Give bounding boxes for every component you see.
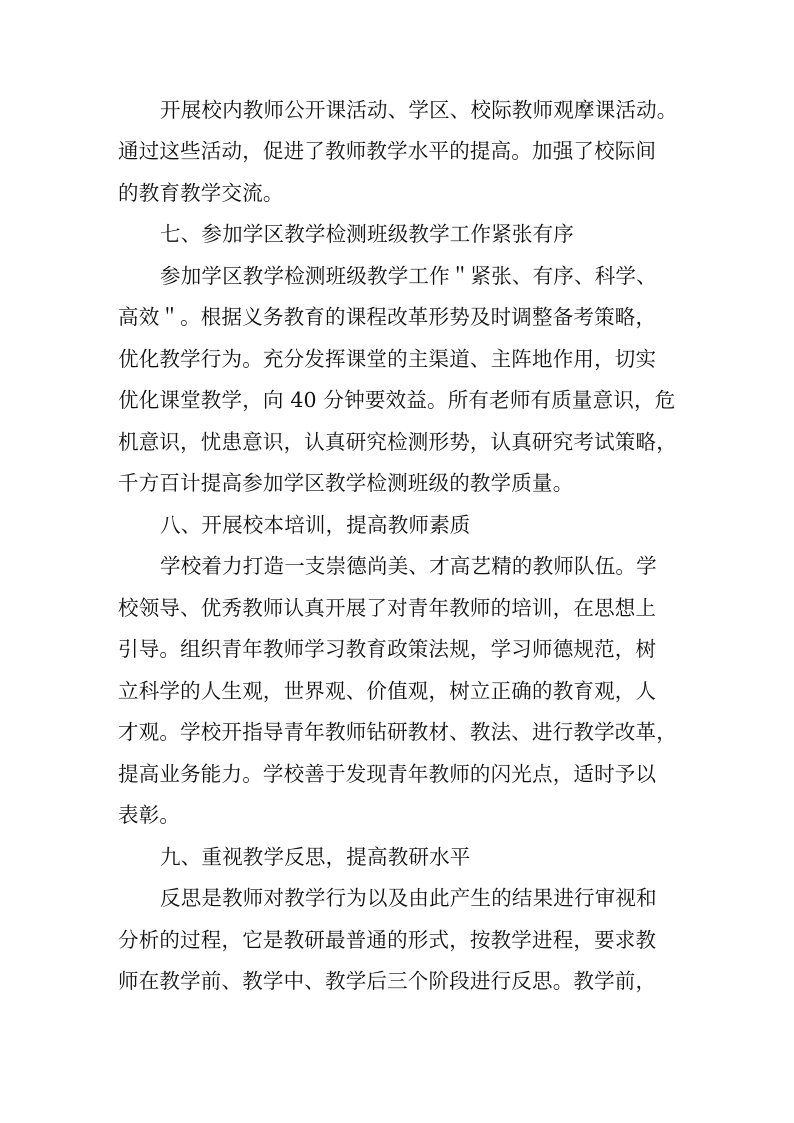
text-line: 优化教学行为。充分发挥课堂的主渠道、主阵地作用，切实: [118, 347, 657, 371]
section-heading: 八、开展校本培训，提高教师素质: [160, 513, 471, 537]
text-line: 校领导、优秀教师认真开展了对青年教师的培训，在思想上: [118, 596, 657, 620]
text-line: 学校着力打造一支崇德尚美、才高艺精的教师队伍。学: [160, 554, 657, 578]
text-line: 的教育教学交流。: [118, 181, 284, 205]
text-line: 反思是教师对教学行为以及由此产生的结果进行审视和: [160, 886, 657, 910]
text-line: 分析的过程，它是教研最普通的形式，按教学进程，要求教: [118, 928, 657, 952]
text-line: 优化课堂教学，向 40 分钟要效益。所有老师有质量意识，危: [118, 388, 676, 412]
text-line: 提高业务能力。学校善于发现青年教师的闪光点，适时予以: [118, 762, 657, 786]
text-line: 通过这些活动，促进了教师教学水平的提高。加强了校际间: [118, 139, 657, 163]
text-line: 千方百计提高参加学区教学检测班级的教学质量。: [118, 471, 574, 495]
text-line: 参加学区教学检测班级教学工作＂紧张、有序、科学、: [160, 264, 657, 288]
text-line: 机意识，忧患意识，认真研究检测形势，认真研究考试策略，: [118, 430, 677, 454]
section-heading: 九、重视教学反思，提高教研水平: [160, 845, 471, 869]
text-line: 高效＂。根据义务教育的课程改革形势及时调整备考策略，: [118, 305, 657, 329]
text-line: 引导。组织青年教师学习教育政策法规，学习师德规范，树: [118, 637, 657, 661]
section-heading: 七、参加学区教学检测班级教学工作紧张有序: [160, 222, 574, 246]
text-line: 才观。学校开指导青年教师钻研教材、教法、进行教学改革，: [118, 720, 677, 744]
text-line: 开展校内教师公开课活动、学区、校际教师观摩课活动。: [160, 98, 678, 122]
text-line: 立科学的人生观，世界观、价值观，树立正确的教育观，人: [118, 679, 657, 703]
text-line: 师在教学前、教学中、教学后三个阶段进行反思。教学前，: [118, 969, 657, 993]
text-line: 表彰。: [118, 803, 181, 827]
